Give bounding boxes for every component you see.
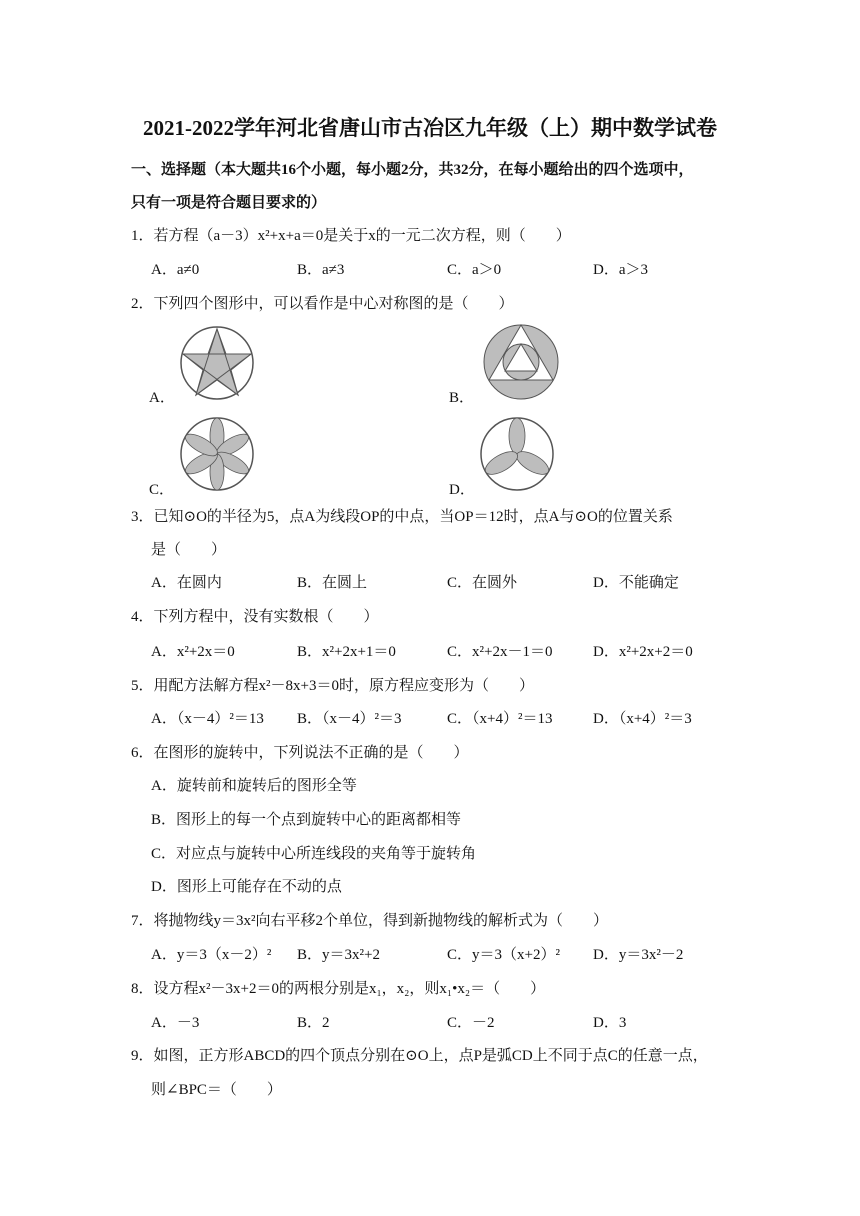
question-4-option-a[interactable]: A．x²+2x＝0 <box>151 644 235 660</box>
question-2-option-c[interactable]: C． <box>149 482 175 498</box>
question-2-option-a[interactable]: A． <box>149 390 175 406</box>
question-7-option-a[interactable]: A．y＝3（x－2）² <box>151 947 272 963</box>
question-6-option-c[interactable]: C．对应点与旋转中心所连线段的夹角等于旋转角 <box>151 846 477 862</box>
question-5-option-c[interactable]: C．（x+4）²＝13 <box>447 711 553 727</box>
question-3-stem: 3．已知⊙O的半径为5，点A为线段OP的中点，当OP＝12时，点A与⊙O的位置关系 <box>131 509 673 525</box>
three-petal-flower-figure <box>477 414 557 494</box>
question-3-stem-continued: 是（ ） <box>151 542 227 558</box>
star-in-circle-figure <box>177 323 257 403</box>
question-6-option-b[interactable]: B．图形上的每一个点到旋转中心的距离都相等 <box>151 812 462 828</box>
question-7-option-c[interactable]: C．y＝3（x+2）² <box>447 947 560 963</box>
page-title: 2021-2022学年河北省唐山市古冶区九年级（上）期中数学试卷 <box>143 116 717 140</box>
question-8-stem: 8．设方程x²－3x+2＝0的两根分别是x₁，x₂，则x₁•x₂＝（ ） <box>131 981 546 997</box>
question-1-option-a[interactable]: A．a≠0 <box>151 262 200 278</box>
question-3-option-d[interactable]: D．不能确定 <box>593 575 679 591</box>
triangles-in-circle-figure <box>481 322 561 402</box>
question-6-stem: 6．在图形的旋转中，下列说法不正确的是（ ） <box>131 745 469 761</box>
question-2-option-d[interactable]: D． <box>449 482 475 498</box>
question-4-stem: 4．下列方程中，没有实数根（ ） <box>131 609 379 625</box>
question-2-stem: 2．下列四个图形中，可以看作是中心对称图的是（ ） <box>131 296 514 312</box>
question-9-stem: 9．如图，正方形ABCD的四个顶点分别在⊙O上，点P是弧CD上不同于点C的任意一点， <box>131 1048 708 1064</box>
section-heading-line2: 只有一项是符合题目要求的） <box>131 195 327 211</box>
question-4-option-c[interactable]: C．x²+2x－1＝0 <box>447 644 553 660</box>
question-1-option-c[interactable]: C．a＞0 <box>447 262 502 278</box>
question-5-stem: 5．用配方法解方程x²－8x+3＝0时，原方程应变形为（ ） <box>131 678 534 694</box>
question-2-option-b[interactable]: B． <box>449 390 475 406</box>
question-4-option-d[interactable]: D．x²+2x+2＝0 <box>593 644 693 660</box>
question-3-option-c[interactable]: C．在圆外 <box>447 575 518 591</box>
question-5-option-b[interactable]: B．（x－4）²＝3 <box>297 711 402 727</box>
question-9-stem-continued: 则∠BPC＝（ ） <box>151 1082 282 1098</box>
section-heading-line1: 一、选择题（本大题共16个小题，每小题2分，共32分，在每小题给出的四个选项中， <box>131 162 694 178</box>
question-8-option-a[interactable]: A．－3 <box>151 1015 200 1031</box>
question-5-option-d[interactable]: D．（x+4）²＝3 <box>593 711 692 727</box>
question-7-option-b[interactable]: B．y＝3x²+2 <box>297 947 380 963</box>
question-6-option-d[interactable]: D．图形上可能存在不动的点 <box>151 879 342 895</box>
question-3-option-a[interactable]: A．在圆内 <box>151 575 222 591</box>
question-8-option-b[interactable]: B．2 <box>297 1015 330 1031</box>
question-7-option-d[interactable]: D．y＝3x²－2 <box>593 947 684 963</box>
question-5-option-a[interactable]: A．（x－4）²＝13 <box>151 711 264 727</box>
question-3-option-b[interactable]: B．在圆上 <box>297 575 368 591</box>
question-1-stem: 1．若方程（a－3）x²+x+a＝0是关于x的一元二次方程，则（ ） <box>131 228 571 244</box>
question-1-option-b[interactable]: B．a≠3 <box>297 262 345 278</box>
question-8-option-c[interactable]: C．－2 <box>447 1015 495 1031</box>
question-8-option-d[interactable]: D．3 <box>593 1015 627 1031</box>
six-petal-flower-figure <box>177 414 257 494</box>
question-7-stem: 7．将抛物线y＝3x²向右平移2个单位，得到新抛物线的解析式为（ ） <box>131 913 609 929</box>
question-4-option-b[interactable]: B．x²+2x+1＝0 <box>297 644 396 660</box>
question-1-option-d[interactable]: D．a＞3 <box>593 262 648 278</box>
question-6-option-a[interactable]: A．旋转前和旋转后的图形全等 <box>151 778 357 794</box>
